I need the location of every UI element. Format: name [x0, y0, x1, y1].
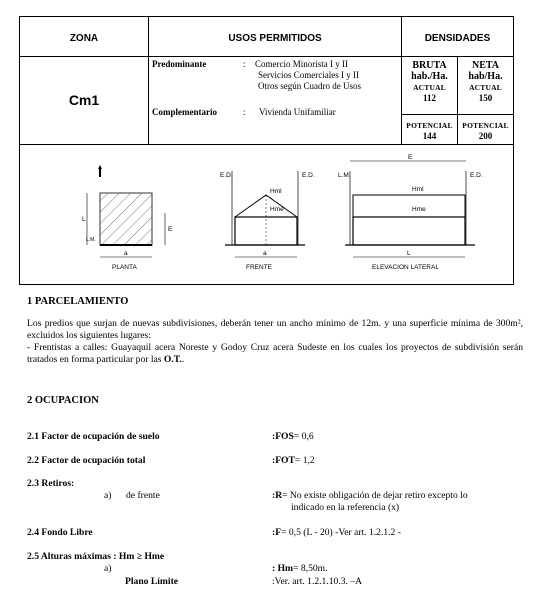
fos-label: 2.1 Factor de ocupación de suelo: [27, 431, 160, 442]
predominante-item: Servicios Comerciales I y II: [258, 70, 359, 80]
complementario-colon: :: [243, 107, 246, 117]
frente-hme: Hme: [270, 206, 284, 213]
retiros-a: a): [104, 490, 112, 501]
neta-potencial-value: 200: [478, 131, 493, 141]
fondo-label: 2.4 Fondo Libre: [27, 527, 93, 538]
header-zona-text: ZONA: [69, 32, 99, 44]
elevacion-caption: ELEVACION LATERAL: [372, 264, 439, 271]
fot-label: 2.2 Factor de ocupación total: [27, 455, 146, 466]
frente-dim-a: a: [263, 250, 267, 257]
elevacion-hme: Hme: [412, 206, 426, 213]
predominante-colon: :: [243, 59, 246, 69]
diagrams-cell: [20, 145, 514, 285]
retiros-label: 2.3 Retiros:: [27, 478, 75, 489]
bruta-unit: hab./Ha.: [411, 71, 448, 82]
header-usos-text: USOS PERMITIDOS: [228, 32, 322, 44]
bruta-actual-label: ACTUAL: [413, 83, 446, 92]
fondo-val: = 0,5 (L - 20) -Ver art. 1.2.1.2 -: [281, 527, 401, 538]
planta-dim-a: a: [124, 250, 128, 257]
predominante-list: [255, 59, 361, 92]
elevacion-ed: E.D.: [470, 172, 483, 179]
plano-limite-label: Plano Límite: [125, 576, 179, 587]
parcelamiento-paragraph-2: [27, 342, 523, 365]
retiros-value: [272, 490, 468, 514]
fos-val: = 0,6: [293, 431, 314, 442]
fot-value: [272, 455, 315, 466]
header-densidades: [402, 17, 514, 57]
alturas-a: a): [104, 563, 112, 574]
neta-potencial-label: POTENCIAL: [462, 121, 509, 130]
plano-limite-value: :Ver. art. 1.2.1.10.3. –A: [272, 576, 363, 587]
predominante-item: Comercio Minorista I y II: [255, 59, 348, 69]
neta-title: NETA: [471, 60, 500, 71]
neta-actual-label: ACTUAL: [469, 83, 502, 92]
zone-code-cell: [20, 57, 149, 145]
retiros-key: :R: [272, 490, 283, 501]
diagrams-svg: [20, 145, 520, 285]
usos-cell: [149, 57, 402, 145]
fos-key: :FOS: [272, 431, 294, 442]
fos-value: [272, 431, 314, 442]
header-densidades-text: DENSIDADES: [424, 32, 491, 44]
planta-dim-e: E: [168, 226, 173, 233]
retiros-val2: indicado en la referencia (x): [291, 502, 400, 513]
hm-val: = 8,50m.: [293, 563, 328, 574]
fondo-value: [272, 527, 401, 538]
zone-code: Cm1: [68, 91, 100, 108]
neta-unit: hab/Ha.: [468, 71, 503, 82]
bruta-cell: [402, 57, 458, 145]
section-parcelamiento-title: 1 PARCELAMIENTO: [27, 296, 129, 307]
ot-abbreviation: O.T.: [163, 353, 182, 365]
header-usos: [149, 17, 402, 57]
planta-dim-l: L: [82, 216, 86, 223]
retiros-val1: = No existe obligación de dejar retiro excepto lo: [282, 490, 468, 501]
header-zona: [20, 17, 149, 57]
frente-caption: FRENTE: [246, 264, 272, 271]
section-ocupacion-title: 2 OCUPACION: [27, 395, 99, 406]
parcelamiento-paragraph-2-text: - Frentistas a calles: Guayaquil acera Noreste y Godoy Cruz acera Sudeste en los cuales los proyectos de subdivisión serán tratados en forma particular por las: [27, 342, 523, 365]
elevacion-dim-e: E: [408, 154, 413, 161]
diagram-frente: [220, 171, 315, 271]
hm-value: [272, 563, 328, 574]
planta-lm: L.M.: [86, 237, 96, 243]
predominante-item: Otros según Cuadro de Usos: [258, 81, 361, 91]
fot-key: :FOT: [272, 455, 295, 466]
fot-val: = 1,2: [294, 455, 315, 466]
frente-ed-left: E.D.: [220, 172, 233, 179]
fondo-key: :F: [272, 527, 282, 538]
planta-caption: PLANTA: [112, 264, 137, 271]
bruta-title: BRUTA: [412, 60, 447, 71]
complementario-item: Vivienda Unifamiliar: [259, 107, 336, 117]
frente-ed-right: E.D.: [302, 172, 315, 179]
bruta-potencial-label: POTENCIAL: [406, 121, 453, 130]
diagram-elevacion: [338, 154, 483, 271]
alturas-label: 2.5 Alturas máximas : Hm ≥ Hme: [27, 551, 165, 562]
neta-cell: [458, 57, 514, 145]
neta-actual-value: 150: [478, 93, 493, 103]
elevacion-hml: Hml: [412, 186, 424, 193]
parcelamiento-paragraph-2-end: .: [181, 353, 185, 365]
hm-key: : Hm: [272, 563, 294, 574]
predominante-label: Predominante: [152, 59, 207, 69]
parcelamiento-paragraph-1: Los predios que surjan de nuevas subdivisiones, deberán tener un ancho mínimo de 12m. y una superficie mínima de 300m², excluidos los siguientes lugares:: [27, 318, 523, 341]
elevacion-lm: L.M.: [338, 172, 351, 179]
zoning-table: [19, 16, 514, 285]
frente-hml: Hml: [270, 188, 282, 195]
elevacion-dim-l: L: [407, 250, 411, 257]
bruta-actual-value: 112: [422, 93, 436, 103]
retiros-frente: de frente: [126, 490, 160, 501]
diagram-planta: [82, 165, 173, 271]
bruta-potencial-value: 144: [422, 131, 437, 141]
complementario-label: Complementario: [152, 107, 217, 117]
